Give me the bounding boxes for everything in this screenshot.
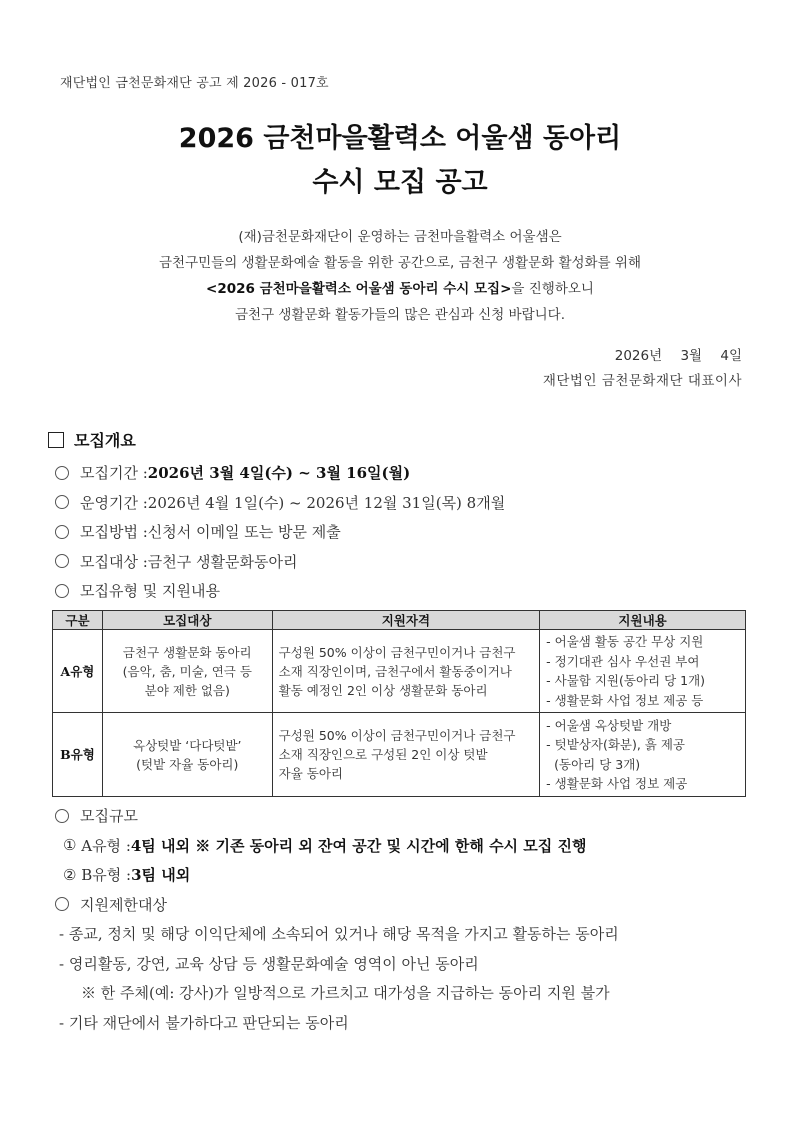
notice-number: 재단법인 금천문화재단 공고 제 2026 - 017호 (60, 76, 329, 91)
notice-date: 2026년 3월 4일 (614, 348, 742, 364)
signer: 재단법인 금천문화재단 대표이사 (542, 373, 742, 389)
restrictions-heading: 지원제한대상 (55, 890, 619, 920)
cell-qualification: 구성원 50% 이상이 금천구민이거나 금천구 소재 직장인이며, 금천구에서 활동중이거나 활동 예정인 2인 이상 생활문화 동아리 (272, 630, 540, 713)
col-header-target: 모집대상 (102, 611, 272, 630)
details-list (55, 801, 619, 1037)
col-header-support: 지원내용 (540, 611, 746, 630)
overview-item-target: 모집대상 : 금천구 생활문화동아리 (55, 547, 505, 577)
intro-line: 금천구 생활문화 활동가들의 많은 관심과 신청 바랍니다. (235, 307, 565, 323)
table-header-row (53, 611, 746, 630)
program-name: <2026 금천마을활력소 어울샘 동아리 수시 모집> (206, 281, 512, 297)
col-header-type: 구분 (53, 611, 103, 630)
cell-type: B유형 (53, 713, 103, 797)
overview-list (55, 458, 505, 606)
intro-line: (재)금천문화재단이 운영하는 금천마을활력소 어울샘은 (238, 229, 562, 245)
overview-item-operation: 운영기간 : 2026년 4월 1일(수) ~ 2026년 12월 31일(목) 8개월 (55, 488, 505, 518)
overview-item-method: 모집방법 : 신청서 이메일 또는 방문 제출 (55, 517, 505, 547)
section-heading-overview: 모집개요 (48, 428, 136, 451)
cell-target: 옥상텃밭 ‘다다텃밭’ (텃밭 자율 동아리) (102, 713, 272, 797)
intro-line: 금천구민들의 생활문화예술 활동을 위한 공간으로, 금천구 생활문화 활성화를 위해 (158, 255, 641, 271)
scale-heading: 모집규모 (55, 801, 619, 831)
circle-bullet-icon (55, 466, 69, 480)
overview-item-types: 모집유형 및 지원내용 (55, 576, 505, 606)
cell-type: A유형 (53, 630, 103, 713)
intro-paragraph (0, 224, 800, 328)
restriction-item: - 기타 재단에서 불가하다고 판단되는 동아리 (59, 1013, 349, 1032)
cell-qualification: 구성원 50% 이상이 금천구민이거나 금천구 소재 직장인으로 구성된 2인 이상 텃밭 자율 동아리 (272, 713, 540, 797)
cell-support: - 어울샘 활동 공간 무상 지원 - 정기대관 심사 우선권 부여 - 사물함 지원(동아리 당 1개) - 생활문화 사업 정보 제공 등 (540, 630, 746, 713)
cell-target: 금천구 생활문화 동아리 (음악, 춤, 미술, 연극 등 분야 제한 없음) (102, 630, 272, 713)
restriction-item: - 종교, 정치 및 해당 이익단체에 소속되어 있거나 해당 목적을 가지고 활동하는 동아리 (59, 925, 619, 944)
page-title-line2: 수시 모집 공고 (312, 167, 488, 198)
restriction-note: ※ 한 주체(예: 강사)가 일방적으로 가르치고 대가성을 지급하는 동아리 지원 불가 (81, 984, 610, 1003)
intro-line: <2026 금천마을활력소 어울샘 동아리 수시 모집>을 진행하오니 (206, 281, 594, 297)
circle-bullet-icon (55, 495, 69, 509)
circle-bullet-icon (55, 584, 69, 598)
circle-bullet-icon (55, 809, 69, 823)
circle-bullet-icon (55, 897, 69, 911)
overview-item-period: 모집기간 : 2026년 3월 4일(수) ~ 3월 16일(월) (55, 458, 505, 488)
square-bullet-icon (48, 432, 64, 448)
col-header-qualification: 지원자격 (272, 611, 540, 630)
circle-bullet-icon (55, 554, 69, 568)
scale-item-a: ① A유형 : 4팀 내외 ※ 기존 동아리 외 잔여 공간 및 시간에 한해 수시 모집 진행 (63, 836, 587, 855)
page-title-line1: 2026 금천마을활력소 어울샘 동아리 (178, 123, 622, 154)
cell-support: - 어울샘 옥상텃밭 개방 - 텃밭상자(화분), 흙 제공 (동아리 당 3개) - 생활문화 사업 정보 제공 (540, 713, 746, 797)
recruitment-table (52, 610, 746, 797)
restriction-item: - 영리활동, 강연, 교육 상담 등 생활문화예술 영역이 아닌 동아리 (59, 954, 479, 973)
table-row (53, 713, 746, 797)
table-row (53, 630, 746, 713)
scale-item-b: ② B유형 : 3팀 내외 (63, 865, 191, 885)
circle-bullet-icon (55, 525, 69, 539)
